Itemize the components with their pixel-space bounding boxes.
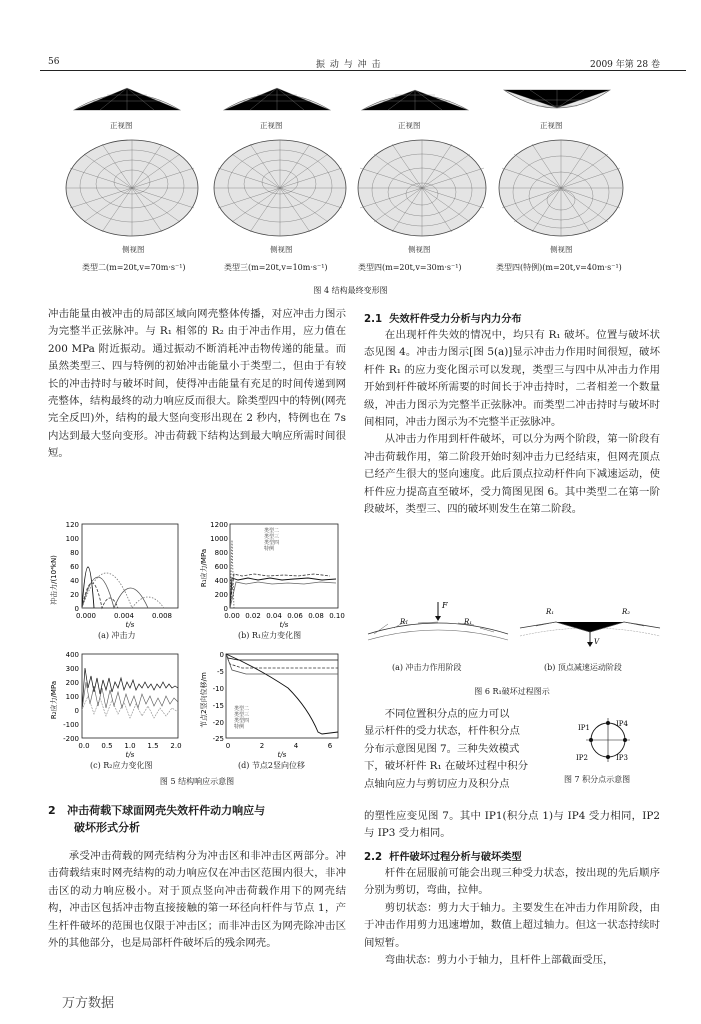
- figure6a-label: (a) 冲击力作用阶段: [392, 663, 462, 672]
- figure4-caption: 图 4 结构最终变形图: [313, 286, 388, 295]
- figure6a-diagram: [364, 598, 512, 658]
- figure5d-curve-type4: [226, 654, 338, 674]
- figure4-front-view-4: [502, 84, 612, 118]
- figure5c-xtick: 1.0: [124, 742, 136, 750]
- figure5c-xtick: 1.5: [147, 742, 159, 750]
- figure5a-xlabel: t/s: [125, 621, 135, 629]
- figure5d-xtick: 4: [293, 742, 299, 750]
- figure5d-legend-1: 类型二: [234, 706, 250, 712]
- figure7-ip1: IP1: [578, 724, 590, 732]
- figure5c-label: (c) R₂应力变化图: [90, 761, 153, 770]
- right-column-top: [364, 327, 660, 518]
- figure5c-xtick: 0.0: [78, 742, 90, 750]
- section21-heading: [364, 310, 522, 325]
- figure7-caption: 图 7 积分点示意图: [564, 775, 631, 784]
- paragraph-right-6: 弯曲状态：剪力小于轴力，且杆件上部截面受压，: [384, 954, 614, 967]
- figure5b-curve-type4: [230, 582, 336, 608]
- figure5d-legend-4: 特例: [234, 724, 245, 730]
- figure5d-ytick: 0: [219, 651, 224, 659]
- header-rule: [40, 70, 686, 71]
- watermark: 万方数据: [62, 996, 115, 1011]
- figure5c-xtick: 0.5: [101, 742, 113, 750]
- figure4-front-label-3: 正视图: [398, 121, 421, 130]
- figure5b-curve-type2: [230, 578, 336, 608]
- figure5b-ytick: 600: [214, 563, 228, 571]
- figure5b-plot: [198, 518, 348, 630]
- figure5b-xlabel: t/s: [279, 621, 289, 629]
- figure4-side-view-1: [62, 136, 202, 240]
- figure5a-xtick: 0.008: [151, 612, 173, 620]
- figure5b-label: (b) R₁应力变化图: [238, 631, 302, 640]
- figure5a-plot: [48, 518, 188, 630]
- figure6b-diagram: [516, 598, 664, 658]
- figure5-caption: 图 5 结构响应示意图: [159, 777, 235, 786]
- figure6b-r2-label: R₂: [622, 608, 631, 616]
- paragraph-right-3-cont: 的塑性应变见图 7。其中 IP1(积分点 1)与 IP4 受力相同，IP2 与 IP3 受力相同。: [364, 810, 660, 840]
- section21-title: 失效杆件受力分析与内力分布: [389, 314, 522, 325]
- figure5a-ytick: 0: [74, 605, 79, 613]
- figure6b-r1-label: R₁: [546, 608, 555, 616]
- figure4-side-label-3: 侧视图: [408, 245, 431, 254]
- section2-heading: [48, 802, 348, 836]
- figure5d-ylabel: 节点2竖向位移/m: [200, 672, 208, 728]
- figure5d-ytick: -20: [212, 719, 224, 727]
- figure5b-ylabel: R₁应力/MPa: [200, 548, 208, 588]
- figure5d-ytick: -5: [217, 668, 224, 676]
- figure5c-ytick: 0: [74, 707, 79, 715]
- figure5a-ytick: 100: [65, 535, 79, 543]
- figure4-side-label-4: 侧视图: [550, 245, 573, 254]
- figure5d-ytick: -15: [212, 702, 224, 710]
- figure4-side-view-4: [496, 136, 626, 240]
- figure5a-xtick: 0.000: [75, 612, 97, 620]
- figure5c-xlabel: t/s: [125, 751, 135, 759]
- right-column-end: [364, 865, 660, 969]
- figure5d-xtick: 0: [225, 742, 231, 750]
- journal-title: 振 动 与 冲 击: [316, 60, 382, 70]
- section22-number: 2.2: [364, 852, 383, 863]
- figure4-front-view-2: [222, 84, 332, 114]
- figure5b-ytick: 1200: [210, 521, 228, 529]
- figure5b-ytick: 0: [223, 605, 228, 613]
- figure5a-ylabel: 冲击力/(10⁴kN): [50, 555, 58, 605]
- section22-title: 杆件破坏过程分析与破坏类型: [389, 852, 522, 863]
- paragraph-left-2: 承受冲击荷载的网壳结构分为冲击区和非冲击区两部分。冲击荷载结束时网壳结构的动力响应仅在冲击区范围内很大，非冲击区的动力响应极小。对于顶点竖向冲击荷载作用下的网壳结构，冲击区包括冲击物直接接触的第一环径向杆件与节点 1，产生杆件破坏的范围也仅限于冲击区；而非冲击区为网壳除冲击区外的其他部分，也是局部杆件破坏后的残余网壳。: [48, 850, 346, 950]
- right-column-wrap: [364, 706, 564, 793]
- figure5b-ytick: 1000: [210, 535, 228, 543]
- figure7-ip3: IP3: [616, 754, 628, 762]
- figure4-side-view-2: [210, 136, 350, 240]
- wrap-line-2: 显示杆件的受力状态，杆件积分点: [364, 725, 520, 738]
- figure5b-ytick: 400: [214, 577, 228, 585]
- figure4-side-label-1: 侧视图: [122, 245, 145, 254]
- figure4-front-label-4: 正视图: [540, 121, 563, 130]
- figure4-front-view-3: [360, 84, 470, 114]
- figure5d-legend-3: 类型四: [234, 718, 250, 724]
- figure5b-xtick: 0.06: [287, 612, 303, 620]
- figure5b-ytick: 800: [214, 549, 228, 557]
- figure4-side-view-3: [354, 136, 490, 240]
- paragraph-left-1: 冲击能量由被冲击的局部区域向网壳整体传播，对应冲击力图示为完整半正弦脉冲。与 R₁ 相邻的 R₂ 由于冲击作用，应力值在 200 MPa 附近振动。通过振动不断消耗冲击物传递的能量。而虽然类型三、四与特例的初始冲击能量小于类型二，但由于有较长的冲击持时与破坏时间，使得冲击能量有充足的时间传递到网壳整体，结构最终的动力响应反而很大。除类型四中的特例(网壳完全反凹)外，结构的最大竖向变形出现在 2 秒内，特例也在 7s 内达到最大竖向变形。冲击荷载下结构达到最大响应所需时间很短。: [48, 308, 346, 460]
- figure5b-xtick: 0.08: [308, 612, 324, 620]
- figure4-panel-caption-4: 类型四(特例)(m=20t,v=40m·s⁻¹): [496, 263, 622, 272]
- figure5c-ytick: -100: [63, 721, 79, 729]
- figure5d-legend-2: 类型三: [234, 712, 250, 718]
- figure5c-xtick: 2.0: [170, 742, 182, 750]
- wrap-line-1: 不同位置积分点的应力可以: [384, 708, 510, 720]
- paragraph-right-4: 杆件在屈服前可能会出现三种受力状态，按出现的先后顺序分别为剪切，弯曲，拉伸。: [364, 867, 660, 897]
- figure5a-ytick: 120: [65, 521, 79, 529]
- figure4-panel-caption-1: 类型二(m=20t,v=70m·s⁻¹): [82, 263, 186, 272]
- figure5c-ytick: 200: [65, 679, 79, 687]
- figure7-ip2: IP2: [576, 754, 588, 762]
- figure5c-ytick: -200: [63, 735, 79, 743]
- figure5b-legend-2: 类型三: [264, 534, 280, 540]
- figure6a-r1-left: R₁: [400, 618, 409, 626]
- paragraph-right-2: 从冲击力作用到杆件破坏，可以分为两个阶段，第一阶段有冲击荷载作用，第二阶段开始时刻冲击力已经结束，但网壳顶点已经产生很大的竖向速度。此后顶点拉动杆件向下减速运动，使杆件应力提高直至破坏，受力简图见图 6。其中类型二在第一阶段破坏，类型三、四的破坏则发生在第二阶段。: [364, 433, 660, 516]
- figure6b-label: (b) 顶点减速运动阶段: [544, 663, 622, 672]
- figure5b-xtick: 0.00: [224, 612, 240, 620]
- figure6a-force-label: F: [442, 601, 448, 610]
- figure4-front-view-1: [72, 84, 182, 114]
- wrap-line-4: 下，破坏杆件 R₁ 在破坏过程中积分: [364, 760, 529, 773]
- figure6-caption: 图 6 R₁破坏过程图示: [474, 687, 550, 696]
- figure7-diagram: [572, 710, 662, 774]
- figure6b-v-label: V: [594, 638, 600, 646]
- figure4: [62, 84, 662, 294]
- page-number: 56: [48, 57, 60, 67]
- figure5b-legend-1: 类型二: [264, 528, 280, 534]
- figure5b-ytick: 200: [214, 591, 228, 599]
- figure5d-xlabel: t/s: [277, 751, 287, 759]
- figure5b-xtick: 0.10: [329, 612, 345, 620]
- figure5d-ytick: -25: [212, 735, 224, 743]
- year-issue: 2009 年第 28 卷: [590, 60, 660, 70]
- section2-number: 2: [48, 804, 56, 817]
- figure5d-curve-type3: [226, 654, 338, 668]
- figure5a-ytick: 60: [70, 563, 79, 571]
- section21-number: 2.1: [364, 314, 383, 325]
- figure5c-ylabel: R₂应力/MPa: [50, 680, 58, 720]
- figure5c-curve-type3: [82, 682, 178, 710]
- figure5c-ytick: 300: [65, 665, 79, 673]
- figure5d-xtick: 6: [327, 742, 333, 750]
- paragraph-right-1: 在出现杆件失效的情况中，均只有 R₁ 破坏。位置与破坏状态见图 4。冲击力图示[图 5(a)]显示冲击力作用时间很短，破坏杆件 R₁ 的应力变化图示可以发现，类型三与四中从冲击力作用开始到杆件破坏所需要的时间长于冲击持时，二者相差一个数量级，冲击力图示为完整半正弦脉冲。而类型二冲击持时与破坏时间相同，冲击力图示为不完整半正弦脉冲。: [364, 329, 660, 429]
- figure5b-xtick: 0.02: [245, 612, 261, 620]
- figure5d-label: (d) 节点2竖向位移: [238, 761, 305, 770]
- figure5a-ytick: 80: [70, 549, 79, 557]
- figure6a-r1-right: R₁: [464, 618, 473, 626]
- figure5d-plot: [198, 648, 348, 760]
- figure5a-label: (a) 冲击力: [98, 631, 136, 640]
- wrap-line-5: 点轴向应力与剪切应力及积分点: [364, 777, 510, 790]
- figure5c-curve-type2: [82, 668, 178, 710]
- left-column-top: [48, 306, 346, 463]
- figure4-panel-caption-2: 类型三(m=20t,v=10m·s⁻¹): [224, 263, 328, 272]
- section2-title-1: 冲击荷载下球面网壳失效杆件动力响应与: [67, 804, 266, 817]
- figure5c-plot: [48, 648, 188, 760]
- figure5c-ytick: 400: [65, 651, 79, 659]
- figure5a-curve-type4: [82, 577, 148, 608]
- figure4-front-label-2: 正视图: [260, 121, 283, 130]
- figure5a-ytick: 40: [70, 577, 79, 585]
- section22-heading: [364, 848, 522, 863]
- figure7-ip4: IP4: [616, 720, 628, 728]
- figure5d-xtick: 2: [259, 742, 265, 750]
- figure4-front-label-1: 正视图: [110, 121, 133, 130]
- figure5b-legend-3: 类型四: [264, 540, 280, 546]
- figure5d-curve-type2: [226, 654, 338, 660]
- left-column-bottom: [48, 848, 346, 952]
- figure5d-ytick: -10: [212, 685, 224, 693]
- figure4-side-label-2: 侧视图: [270, 245, 293, 254]
- figure5b-xtick: 0.04: [266, 612, 282, 620]
- figure5b-legend-4: 特例: [264, 546, 275, 552]
- figure4-panel-caption-3: 类型四(m=20t,v=30m·s⁻¹): [358, 263, 462, 272]
- figure5a-ytick: 20: [70, 591, 79, 599]
- section2-title-2: 破坏形式分析: [74, 821, 140, 834]
- figure5: [48, 518, 348, 788]
- wrap-line-3: 分布示意图见图 7。三种失效模式: [364, 742, 520, 755]
- paragraph-right-5: 剪切状态：剪力大于轴力。主要发生在冲击力作用阶段，由于冲击作用剪力迅速增加，数值上超过轴力。但这一状态持续时间短暂。: [364, 901, 660, 949]
- figure5a-xtick: 0.004: [113, 612, 135, 620]
- right-column-bottom: [364, 808, 660, 843]
- figure5c-ytick: 100: [65, 693, 79, 701]
